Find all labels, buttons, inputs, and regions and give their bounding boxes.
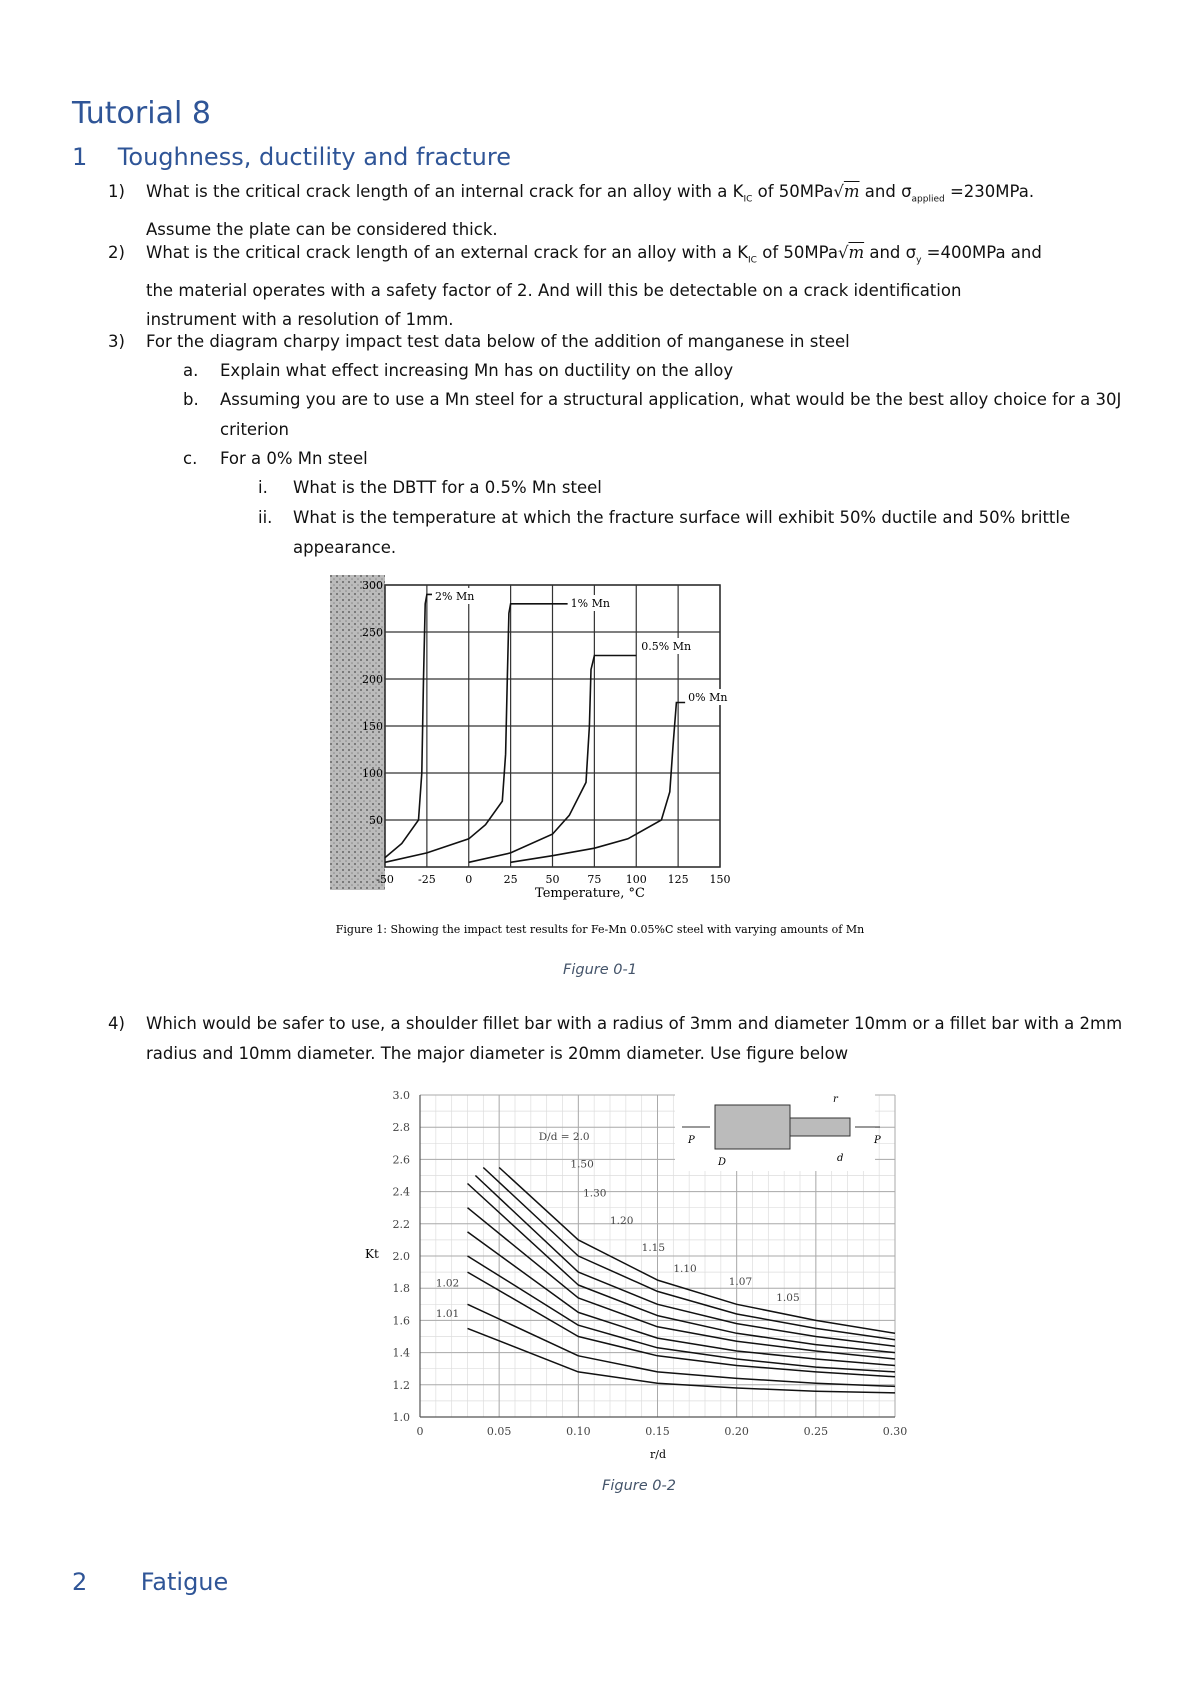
y-tick-label: 3.0 [392,1089,410,1102]
y-tick-label: 1.4 [392,1346,410,1360]
sub-label: i. [258,478,268,497]
y-tick-label: 1.8 [392,1282,410,1296]
chart-title: Figure 1: Showing the impact test results for Fe-Mn 0.05%C steel with varying amounts of Mn [335,923,865,936]
inset-label: P [874,1135,881,1146]
x-tick-label: 0.05 [486,1425,512,1438]
series-line [385,604,569,863]
inset-label: D [718,1157,727,1168]
x-tick-label: 25 [503,873,518,886]
question-3b: Assuming you are to use a Mn steel for a structural application, what would be the best alloy choice for a 30J criterion [220,390,1122,439]
y-tick-label: 2.0 [392,1250,410,1263]
x-tick-label: -25 [418,873,436,886]
x-tick-label: 0.25 [803,1425,829,1438]
y-tick-label: 2.8 [392,1121,410,1135]
sub-label: c. [183,449,198,468]
stress-concentration-chart [365,1085,910,1465]
x-tick-label: 0.15 [645,1425,670,1438]
question-3c-ii: What is the temperature at which the fracture surface will exhibit 50% ductile and 50% brittle appearance. [293,508,1071,557]
question-3c: For a 0% Mn steel [220,449,368,468]
y-tick-label: 250 [362,626,383,639]
charpy-impact-chart [330,575,890,945]
question-1: What is the critical crack length of an internal crack for an alloy with a $K_{IC}$ of 50MPa√m and $\sigma_{applied} =230MPa$. Assume the plate can be considered thick. [146,182,1035,239]
series-label: 1.01 [435,1308,460,1321]
series-label: D/d = 2.0 [538,1131,590,1144]
series-label: 1.20 [610,1214,634,1227]
x-tick-label: 0 [465,873,473,886]
x-axis-label: Temperature, °C [535,886,645,901]
figure-caption: Figure 0-1 [563,962,637,978]
series-label: 2% Mn [435,590,475,603]
x-tick-label: -50 [376,873,394,886]
y-tick-label: 50 [369,814,383,827]
x-tick-label: 0.30 [882,1425,908,1438]
y-axis-label: Kt [365,1247,379,1261]
sub-label: a. [183,361,199,380]
series-label: 1.10 [673,1263,697,1276]
section-title: Fatigue [140,1568,229,1596]
question-4: Which would be safer to use, a shoulder fillet bar with a radius of 3mm and diameter 10mm or a fillet bar with a 2mm radius and 10mm diameter. The major diameter is 20mm diameter. Use figure below [146,1014,1123,1063]
x-tick-label: 0.10 [566,1425,591,1438]
series-label: 1.05 [776,1292,800,1305]
question-3a: Explain what effect increasing Mn has on ductility on the alloy [220,361,734,380]
section-heading-2 [72,1568,228,1596]
y-tick-label: 2.2 [392,1217,410,1231]
question-number: 1) [108,182,125,201]
y-tick-label: 300 [362,579,383,592]
x-tick-label: 75 [587,873,602,886]
sub-label: ii. [258,508,273,527]
section-heading-1 [72,143,511,171]
x-axis-label: r/d [649,1448,667,1461]
series-label: 1.50 [570,1158,594,1171]
question-3c-i: What is the DBTT for a 0.5% Mn steel [293,478,602,497]
series-label: 1.07 [728,1275,753,1288]
inset-label: P [688,1135,695,1146]
y-tick-label: 1.6 [392,1314,410,1328]
question-number: 3) [108,332,125,351]
series-label: 1.02 [435,1277,460,1290]
x-tick-label: 100 [625,873,647,886]
y-tick-label: 2.6 [392,1153,410,1167]
inset-label: r [833,1094,838,1105]
x-tick-label: 125 [667,873,689,886]
inset-label: d [837,1153,844,1164]
section-number: 2 [72,1568,88,1596]
series-label: 0% Mn [688,691,728,704]
x-tick-label: 50 [545,873,560,886]
y-tick-label: 200 [362,673,383,686]
question-number: 4) [108,1014,125,1033]
question-3: For the diagram charpy impact test data below of the addition of manganese in steel [146,332,850,351]
series-label: 1% Mn [570,597,610,610]
series-label: 1.15 [641,1242,666,1255]
y-tick-label: 1.0 [392,1411,410,1424]
series-line [468,1304,896,1386]
y-tick-label: 2.4 [392,1185,410,1199]
question-number: 2) [108,243,125,262]
series-label: 0.5% Mn [641,640,692,653]
figure-caption: Figure 0-2 [602,1478,676,1494]
y-tick-label: 150 [362,720,383,733]
shoulder-fillet-inset-diagram [675,1085,881,1171]
x-tick-label: 150 [709,873,731,886]
question-2: What is the critical crack length of an external crack for an alloy with a $K_{IC}$ of 50MPa√m and $\sigma_y =400MPa$ and the material operates with a safety factor of 2. And will this be detectable on a crack identification instrument with a resolution of 1mm. [146,243,1042,330]
y-tick-label: 100 [362,767,383,780]
series-line [499,1168,895,1334]
sub-label: b. [183,390,199,409]
series-label: 1.30 [583,1187,607,1200]
section-number: 1 [72,143,88,171]
x-tick-label: 0 [416,1425,424,1438]
section-title: Toughness, ductility and fracture [117,143,511,171]
x-tick-label: 0.20 [724,1425,749,1438]
y-tick-label: 1.2 [392,1378,410,1392]
page-title: Tutorial 8 [72,96,211,131]
